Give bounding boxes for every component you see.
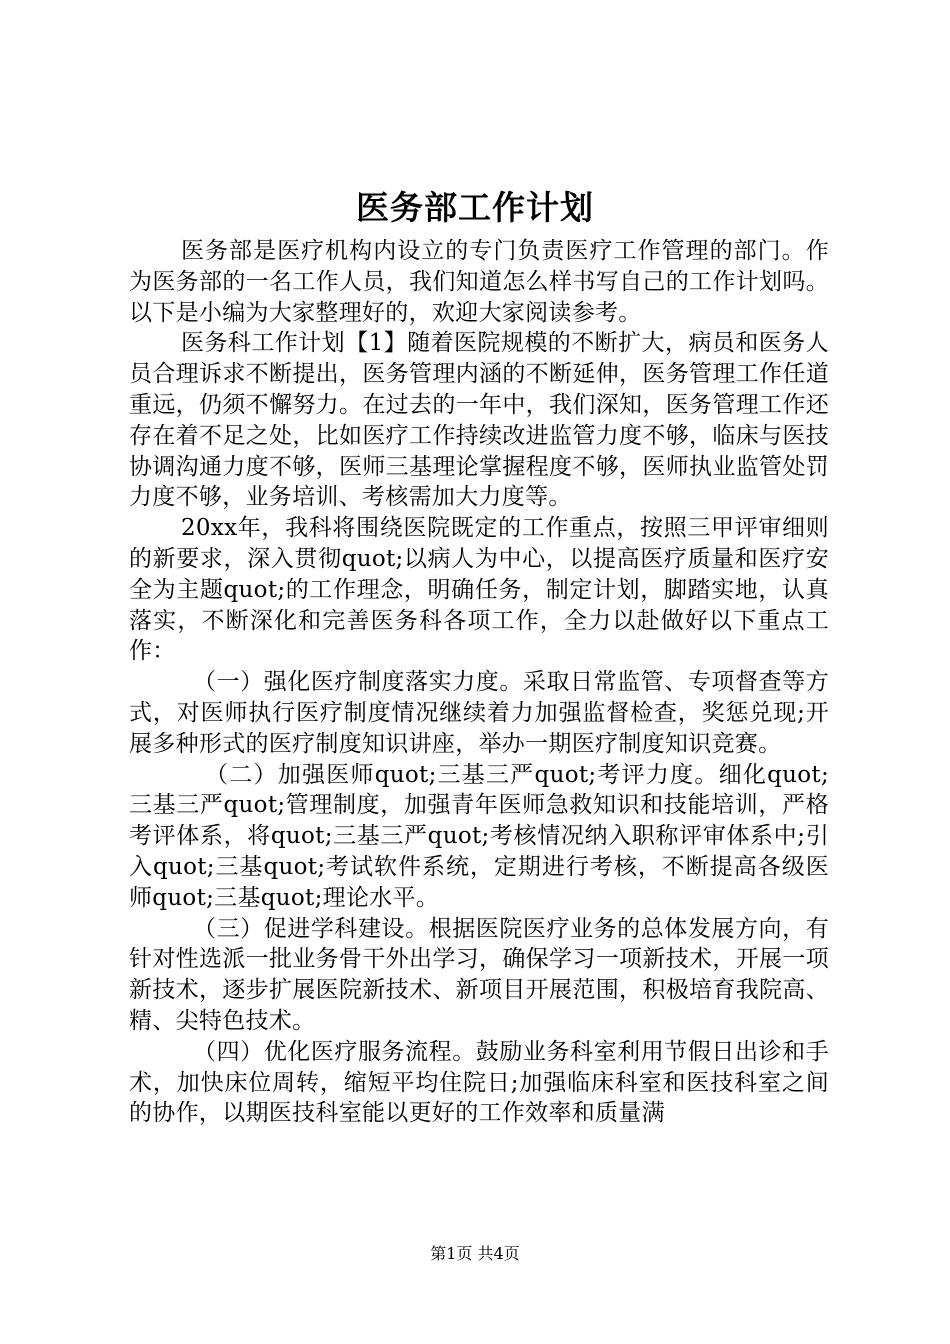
paragraph-item-2: （二）加强医师quot;三基三严quot;考评力度。细化quot;三基三严quot;管理制度，加强青年医师急救知识和技能培训，严格考评体系，将quot;三基三严quot;考核情况纳入职称评审体系中;引入quot;三基quot;考试软件系统，定期进行考核，不断提高各级医师quot;三基quot;理论水平。	[129, 761, 829, 911]
document-title: 医务部工作计划	[356, 188, 594, 227]
paragraph-item-4: （四）优化医疗服务流程。鼓励业务科室利用节假日出诊和手术，加快床位周转，缩短平均住院日;加强临床科室和医技科室之间的协作，以期医技科室能以更好的工作效率和质量满	[129, 1038, 829, 1127]
document-body	[129, 236, 829, 1129]
paragraph-plan-1: 医务科工作计划【1】随着医院规模的不断扩大，病员和医务人员合理诉求不断提出，医务管理内涵的不断延伸，医务管理工作任道重远，仍须不懈努力。在过去的一年中，我们深知，医务管理工作还存在着不足之处，比如医疗工作持续改进监管力度不够，临床与医技协调沟通力度不够，医师三基理论掌握程度不够，医师执业监管处罚力度不够，业务培训、考核需加大力度等。	[129, 330, 829, 511]
paragraph-intro: 医务部是医疗机构内设立的专门负责医疗工作管理的部门。作为医务部的一名工作人员，我们知道怎么样书写自己的工作计划吗。以下是小编为大家整理好的，欢迎大家阅读参考。	[129, 238, 829, 326]
page-footer: 第1页 共4页	[430, 1244, 520, 1263]
paragraph-item-3: （三）促进学科建设。根据医院医疗业务的总体发展方向，有针对性选派一批业务骨干外出学习，确保学习一项新技术，开展一项新技术，逐步扩展医院新技术、新项目开展范围，积极培育我院高、精、尖特色技术。	[129, 915, 829, 1034]
paragraph-item-1: （一）强化医疗制度落实力度。采取日常监管、专项督查等方式，对医师执行医疗制度情况继续着力加强监督检查，奖惩兑现;开展多种形式的医疗制度知识讲座，举办一期医疗制度知识竞赛。	[129, 669, 829, 757]
paragraph-20xx-goals: 20xx年，我科将围绕医院既定的工作重点，按照三甲评审细则的新要求，深入贯彻quot;以病人为中心，以提高医疗质量和医疗安全为主题quot;的工作理念，明确任务，制定计划，脚踏实地，认真落实，不断深化和完善医务科各项工作，全力以赴做好以下重点工作：	[129, 515, 829, 665]
